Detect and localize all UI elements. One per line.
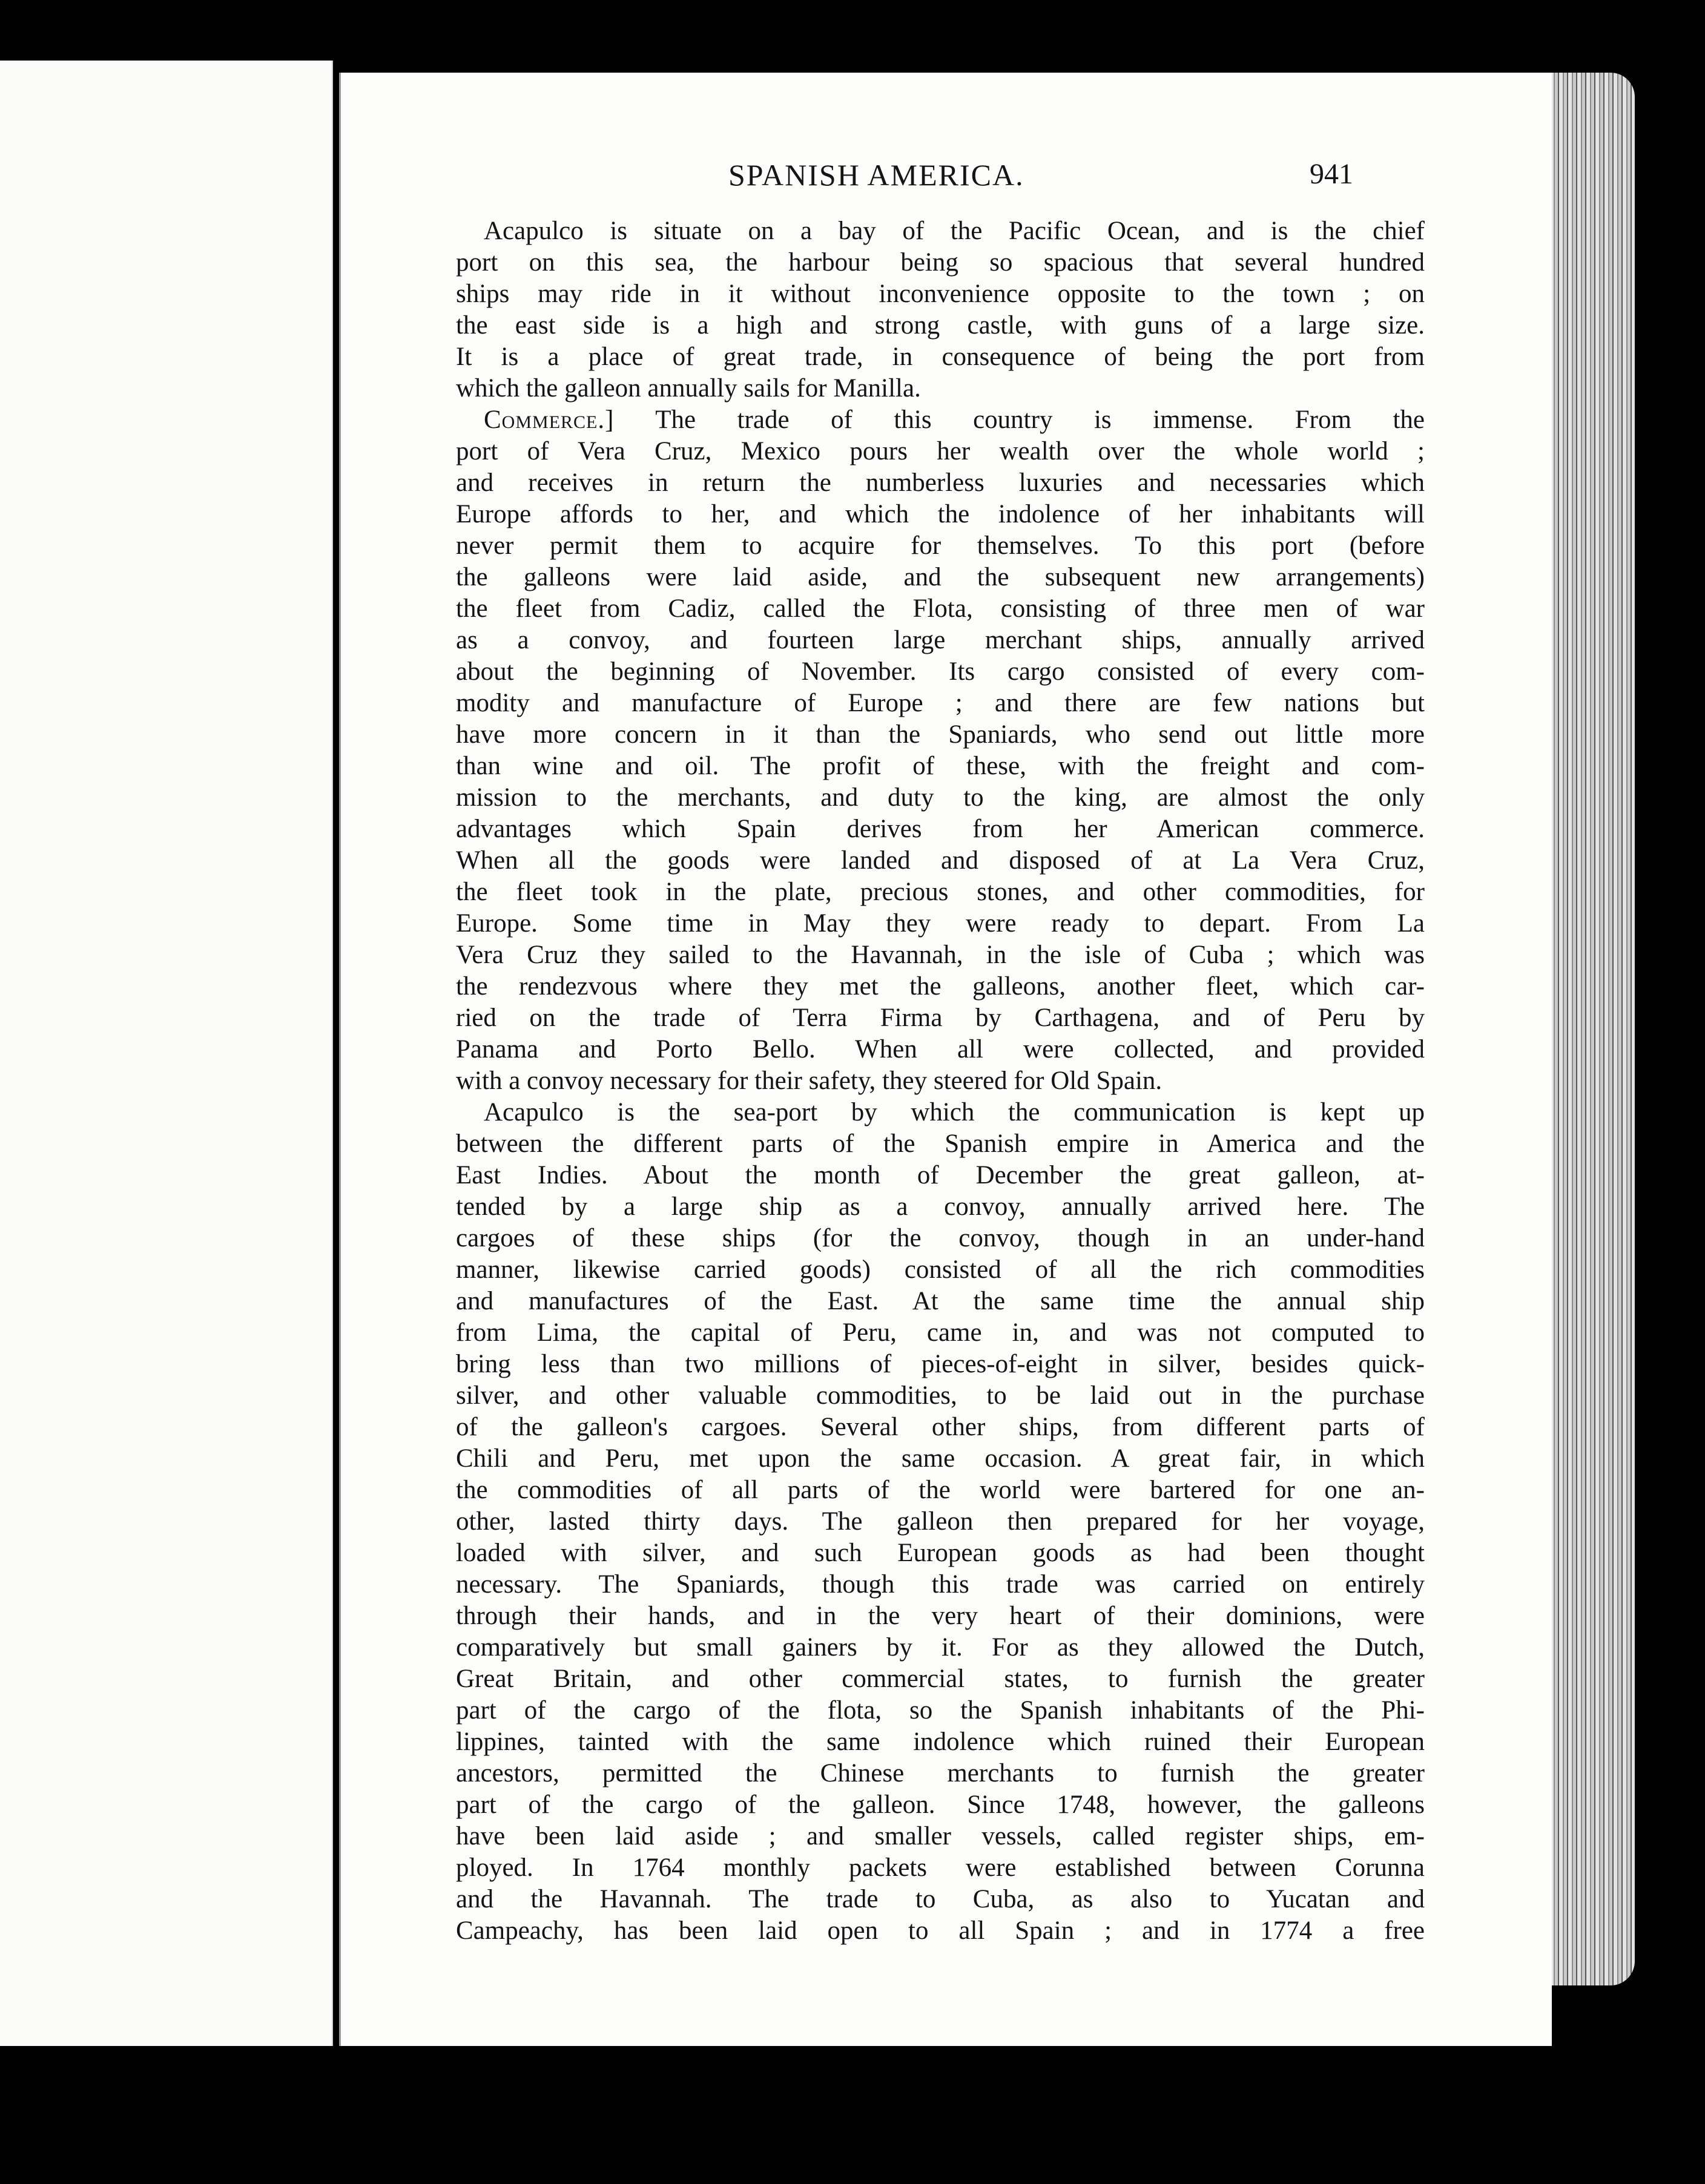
- paragraph-2-line: ried on the trade of Terra Firma by Carthagena, and of Peru by: [456, 1004, 1425, 1032]
- paragraph-1-line: which the galleon annually sails for Manilla.: [456, 374, 921, 403]
- paragraph-2-line: advantages which Spain derives from her American commerce.: [456, 815, 1425, 843]
- paragraph-1-line: ships may ride in it without inconvenience opposite to the town ; on: [456, 280, 1425, 308]
- paragraph-2-line: and receives in return the numberless luxuries and necessaries which: [456, 469, 1425, 497]
- paragraph-3-line: part of the cargo of the flota, so the Spanish inhabitants of the Phi-: [456, 1696, 1425, 1725]
- paragraph-1-line: port on this sea, the harbour being so spacious that several hundred: [456, 248, 1425, 277]
- paragraph-1-line: Acapulco is situate on a bay of the Pacific Ocean, and is the chief: [484, 217, 1425, 245]
- paragraph-2-line: the rendezvous where they met the galleons, another fleet, which car-: [456, 972, 1425, 1001]
- paragraph-2-line: have more concern in it than the Spaniards, who send out little more: [456, 720, 1425, 749]
- paragraph-1-line: It is a place of great trade, in consequence of being the port from: [456, 343, 1425, 371]
- paragraph-2-line: the galleons were laid aside, and the subsequent new arrangements): [456, 563, 1425, 591]
- paragraph-2-line: Panama and Porto Bello. When all were collected, and provided: [456, 1035, 1425, 1064]
- paragraph-3-line: tended by a large ship as a convoy, annually arrived here. The: [456, 1192, 1425, 1221]
- paragraph-3-line: Great Britain, and other commercial states, to furnish the greater: [456, 1665, 1425, 1693]
- running-head-title: SPANISH AMERICA.: [728, 158, 1024, 192]
- paragraph-3-line: and the Havannah. The trade to Cuba, as also to Yucatan and: [456, 1885, 1425, 1913]
- paragraph-2-line: mission to the merchants, and duty to the king, are almost the only: [456, 783, 1425, 812]
- right-page: [339, 73, 1552, 2046]
- left-page: [0, 61, 333, 2046]
- running-head: [341, 157, 1515, 200]
- paragraph-3-line: ancestors, permitted the Chinese merchants to furnish the greater: [456, 1759, 1425, 1788]
- paragraph-2-line: When all the goods were landed and disposed of at La Vera Cruz,: [456, 846, 1425, 875]
- paragraph-3-line: comparatively but small gainers by it. For as they allowed the Dutch,: [456, 1633, 1425, 1662]
- paragraph-2-line: Vera Cruz they sailed to the Havannah, in the isle of Cuba ; which was: [456, 941, 1425, 969]
- paragraph-2-line: as a convoy, and fourteen large merchant ships, annually arrived: [456, 626, 1425, 654]
- paragraph-2-line: port of Vera Cruz, Mexico pours her wealth over the whole world ;: [456, 437, 1425, 465]
- paragraph-2-line: the fleet from Cadiz, called the Flota, consisting of three men of war: [456, 594, 1425, 623]
- paragraph-3-line: East Indies. About the month of December the great galleon, at-: [456, 1161, 1425, 1189]
- paragraph-3-line: Chili and Peru, met upon the same occasion. A great fair, in which: [456, 1444, 1425, 1473]
- paragraph-3-line: Acapulco is the sea-port by which the communication is kept up: [484, 1098, 1425, 1127]
- paragraph-2-line: modity and manufacture of Europe ; and there are few nations but: [456, 689, 1425, 717]
- paragraph-2-line: than wine and oil. The profit of these, with the freight and com-: [456, 752, 1425, 780]
- paragraph-2-line: about the beginning of November. Its cargo consisted of every com-: [456, 657, 1425, 686]
- paragraph-2-line: never permit them to acquire for themselves. To this port (before: [456, 531, 1425, 560]
- paragraph-3-line: other, lasted thirty days. The galleon then prepared for her voyage,: [456, 1507, 1425, 1536]
- paragraph-2-line: Europe. Some time in May they were ready to depart. From La: [456, 909, 1425, 938]
- paragraph-3-line: and manufactures of the East. At the same time the annual ship: [456, 1287, 1425, 1315]
- paragraph-3-line: have been laid aside ; and smaller vessels, called register ships, em-: [456, 1822, 1425, 1850]
- section-heading-commerce: Commerce.]: [484, 406, 615, 434]
- paragraph-3-line: cargoes of these ships (for the convoy, though in an under-hand: [456, 1224, 1425, 1252]
- page-number: 941: [1310, 158, 1353, 190]
- paragraph-3-line: of the galleon's cargoes. Several other ships, from different parts of: [456, 1413, 1425, 1441]
- paragraph-2-line: the fleet took in the plate, precious stones, and other commodities, for: [456, 878, 1425, 906]
- paragraph-1-line: the east side is a high and strong castle, with guns of a large size.: [456, 311, 1425, 340]
- paragraph-3-line: Campeachy, has been laid open to all Spain ; and in 1774 a free: [456, 1916, 1425, 1945]
- paragraph-3-line: lippines, tainted with the same indolence which ruined their European: [456, 1728, 1425, 1756]
- commerce-first-line: [484, 404, 1425, 436]
- paragraph-3-line: part of the cargo of the galleon. Since 1748, however, the galleons: [456, 1791, 1425, 1819]
- paragraph-3-line: silver, and other valuable commodities, to be laid out in the purchase: [456, 1381, 1425, 1410]
- paragraph-3-line: necessary. The Spaniards, though this trade was carried on entirely: [456, 1570, 1425, 1599]
- commerce-first-line-text: The trade of this country is immense. From the: [655, 406, 1425, 434]
- paragraph-3-line: manner, likewise carried goods) consisted of all the rich commodities: [456, 1255, 1425, 1284]
- paragraph-3-line: loaded with silver, and such European goods as had been thought: [456, 1539, 1425, 1567]
- paragraph-3-line: between the different parts of the Spanish empire in America and the: [456, 1130, 1425, 1158]
- paragraph-3-line: from Lima, the capital of Peru, came in, and was not computed to: [456, 1318, 1425, 1347]
- paragraph-3-line: through their hands, and in the very heart of their dominions, were: [456, 1602, 1425, 1630]
- paragraph-2-line: Europe affords to her, and which the indolence of her inhabitants will: [456, 500, 1425, 528]
- paragraph-3-line: bring less than two millions of pieces-of-eight in silver, besides quick-: [456, 1350, 1425, 1378]
- paragraph-2-line: with a convoy necessary for their safety, they steered for Old Spain.: [456, 1067, 1162, 1095]
- paragraph-3-line: the commodities of all parts of the world were bartered for one an-: [456, 1476, 1425, 1504]
- paragraph-3-line: ployed. In 1764 monthly packets were established between Corunna: [456, 1853, 1425, 1882]
